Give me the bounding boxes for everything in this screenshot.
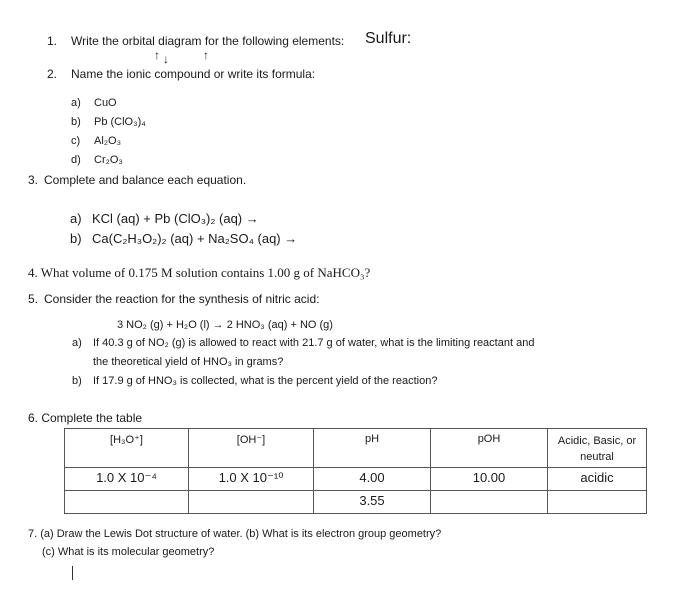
q5-text: Consider the reaction for the synthesis of nitric acid: — [44, 292, 320, 306]
header-acidity-line1: Acidic, Basic, or — [557, 435, 637, 447]
q3-item-a-label: a) — [70, 211, 82, 226]
cell-oh-2 — [189, 491, 314, 514]
header-acidity-line2: neutral — [580, 451, 614, 463]
q2-item-c-formula: Al₂O₃ — [94, 135, 122, 147]
q2-item-a-formula: CuO — [94, 97, 117, 109]
cell-h3o-2 — [65, 491, 189, 514]
q5-reaction: 3 NO₂ (g) + H₂O (l) → 2 HNO₃ (aq) + NO (g) — [117, 319, 333, 331]
q3-text: Complete and balance each equation. — [44, 173, 247, 187]
ph-table — [64, 428, 647, 514]
q5-b-line1: If 17.9 g of HNO₃ is collected, what is the percent yield of the reaction? — [93, 375, 438, 387]
q7-line2: (c) What is its molecular geometry? — [42, 546, 215, 558]
table-row — [65, 491, 647, 514]
q3-item-a-equation: KCl (aq) + Pb (ClO₃)₂ (aq) → — [92, 211, 259, 226]
q2-number: 2. — [47, 67, 58, 81]
q6-title: 6. Complete the table — [28, 411, 143, 425]
q7-line1: 7. (a) Draw the Lewis Dot structure of water. (b) What is its electron group geometry? — [28, 528, 442, 540]
header-h3o: [H₃O⁺] — [65, 429, 189, 468]
header-acidity — [548, 429, 647, 468]
q1-number: 1. — [47, 34, 58, 48]
q2-item-a-label: a) — [71, 97, 81, 109]
q3-item-b-equation: Ca(C₂H₃O₂)₂ (aq) + Na₂SO₄ (aq) → — [92, 231, 298, 246]
cell-h3o: 1.0 X 10⁻⁴ — [65, 468, 189, 491]
q5-a-label: a) — [72, 337, 82, 349]
q2-item-c-label: c) — [71, 135, 81, 147]
q2-item-b-formula: Pb (ClO₃)₄ — [94, 116, 146, 128]
cell-acidity-2 — [548, 491, 647, 514]
q3-number: 3. — [28, 173, 39, 187]
q2-text: Name the ionic compound or write its formula: — [71, 67, 316, 81]
table-row — [65, 468, 647, 491]
up-arrow-icon: ↑ — [154, 48, 160, 62]
q2-item-d-label: d) — [71, 154, 81, 166]
down-arrow-icon: ↓ — [163, 52, 169, 66]
cell-poh-2 — [431, 491, 548, 514]
header-ph: pH — [314, 429, 431, 468]
q5-a-line1: If 40.3 g of NO₂ (g) is allowed to react with 21.7 g of water, what is the limiting reactant and — [93, 337, 535, 349]
q1-element: Sulfur: — [365, 30, 412, 47]
q1-text: Write the orbital diagram for the following elements: — [71, 34, 345, 48]
header-oh: [OH⁻] — [189, 429, 314, 468]
cell-oh: 1.0 X 10⁻¹⁰ — [189, 468, 314, 491]
up-arrow-icon-2: ↑ — [203, 48, 209, 62]
cell-acidity: acidic — [548, 468, 647, 491]
cell-ph: 4.00 — [314, 468, 431, 491]
header-poh: pOH — [431, 429, 548, 468]
text-cursor[interactable] — [72, 566, 73, 580]
q5-a-line2: the theoretical yield of HNO₃ in grams? — [93, 356, 284, 368]
q2-item-d-formula: Cr₂O₃ — [94, 154, 123, 166]
q5-number: 5. — [28, 292, 39, 306]
cell-ph-2: 3.55 — [314, 491, 431, 514]
q4-text: 4. What volume of 0.175 M solution contains 1.00 g of NaHCO₃? — [28, 265, 371, 280]
q3-item-b-label: b) — [70, 231, 82, 246]
q2-item-b-label: b) — [71, 116, 81, 128]
cell-poh: 10.00 — [431, 468, 548, 491]
table-header-row — [65, 429, 647, 468]
q5-b-label: b) — [72, 375, 82, 387]
